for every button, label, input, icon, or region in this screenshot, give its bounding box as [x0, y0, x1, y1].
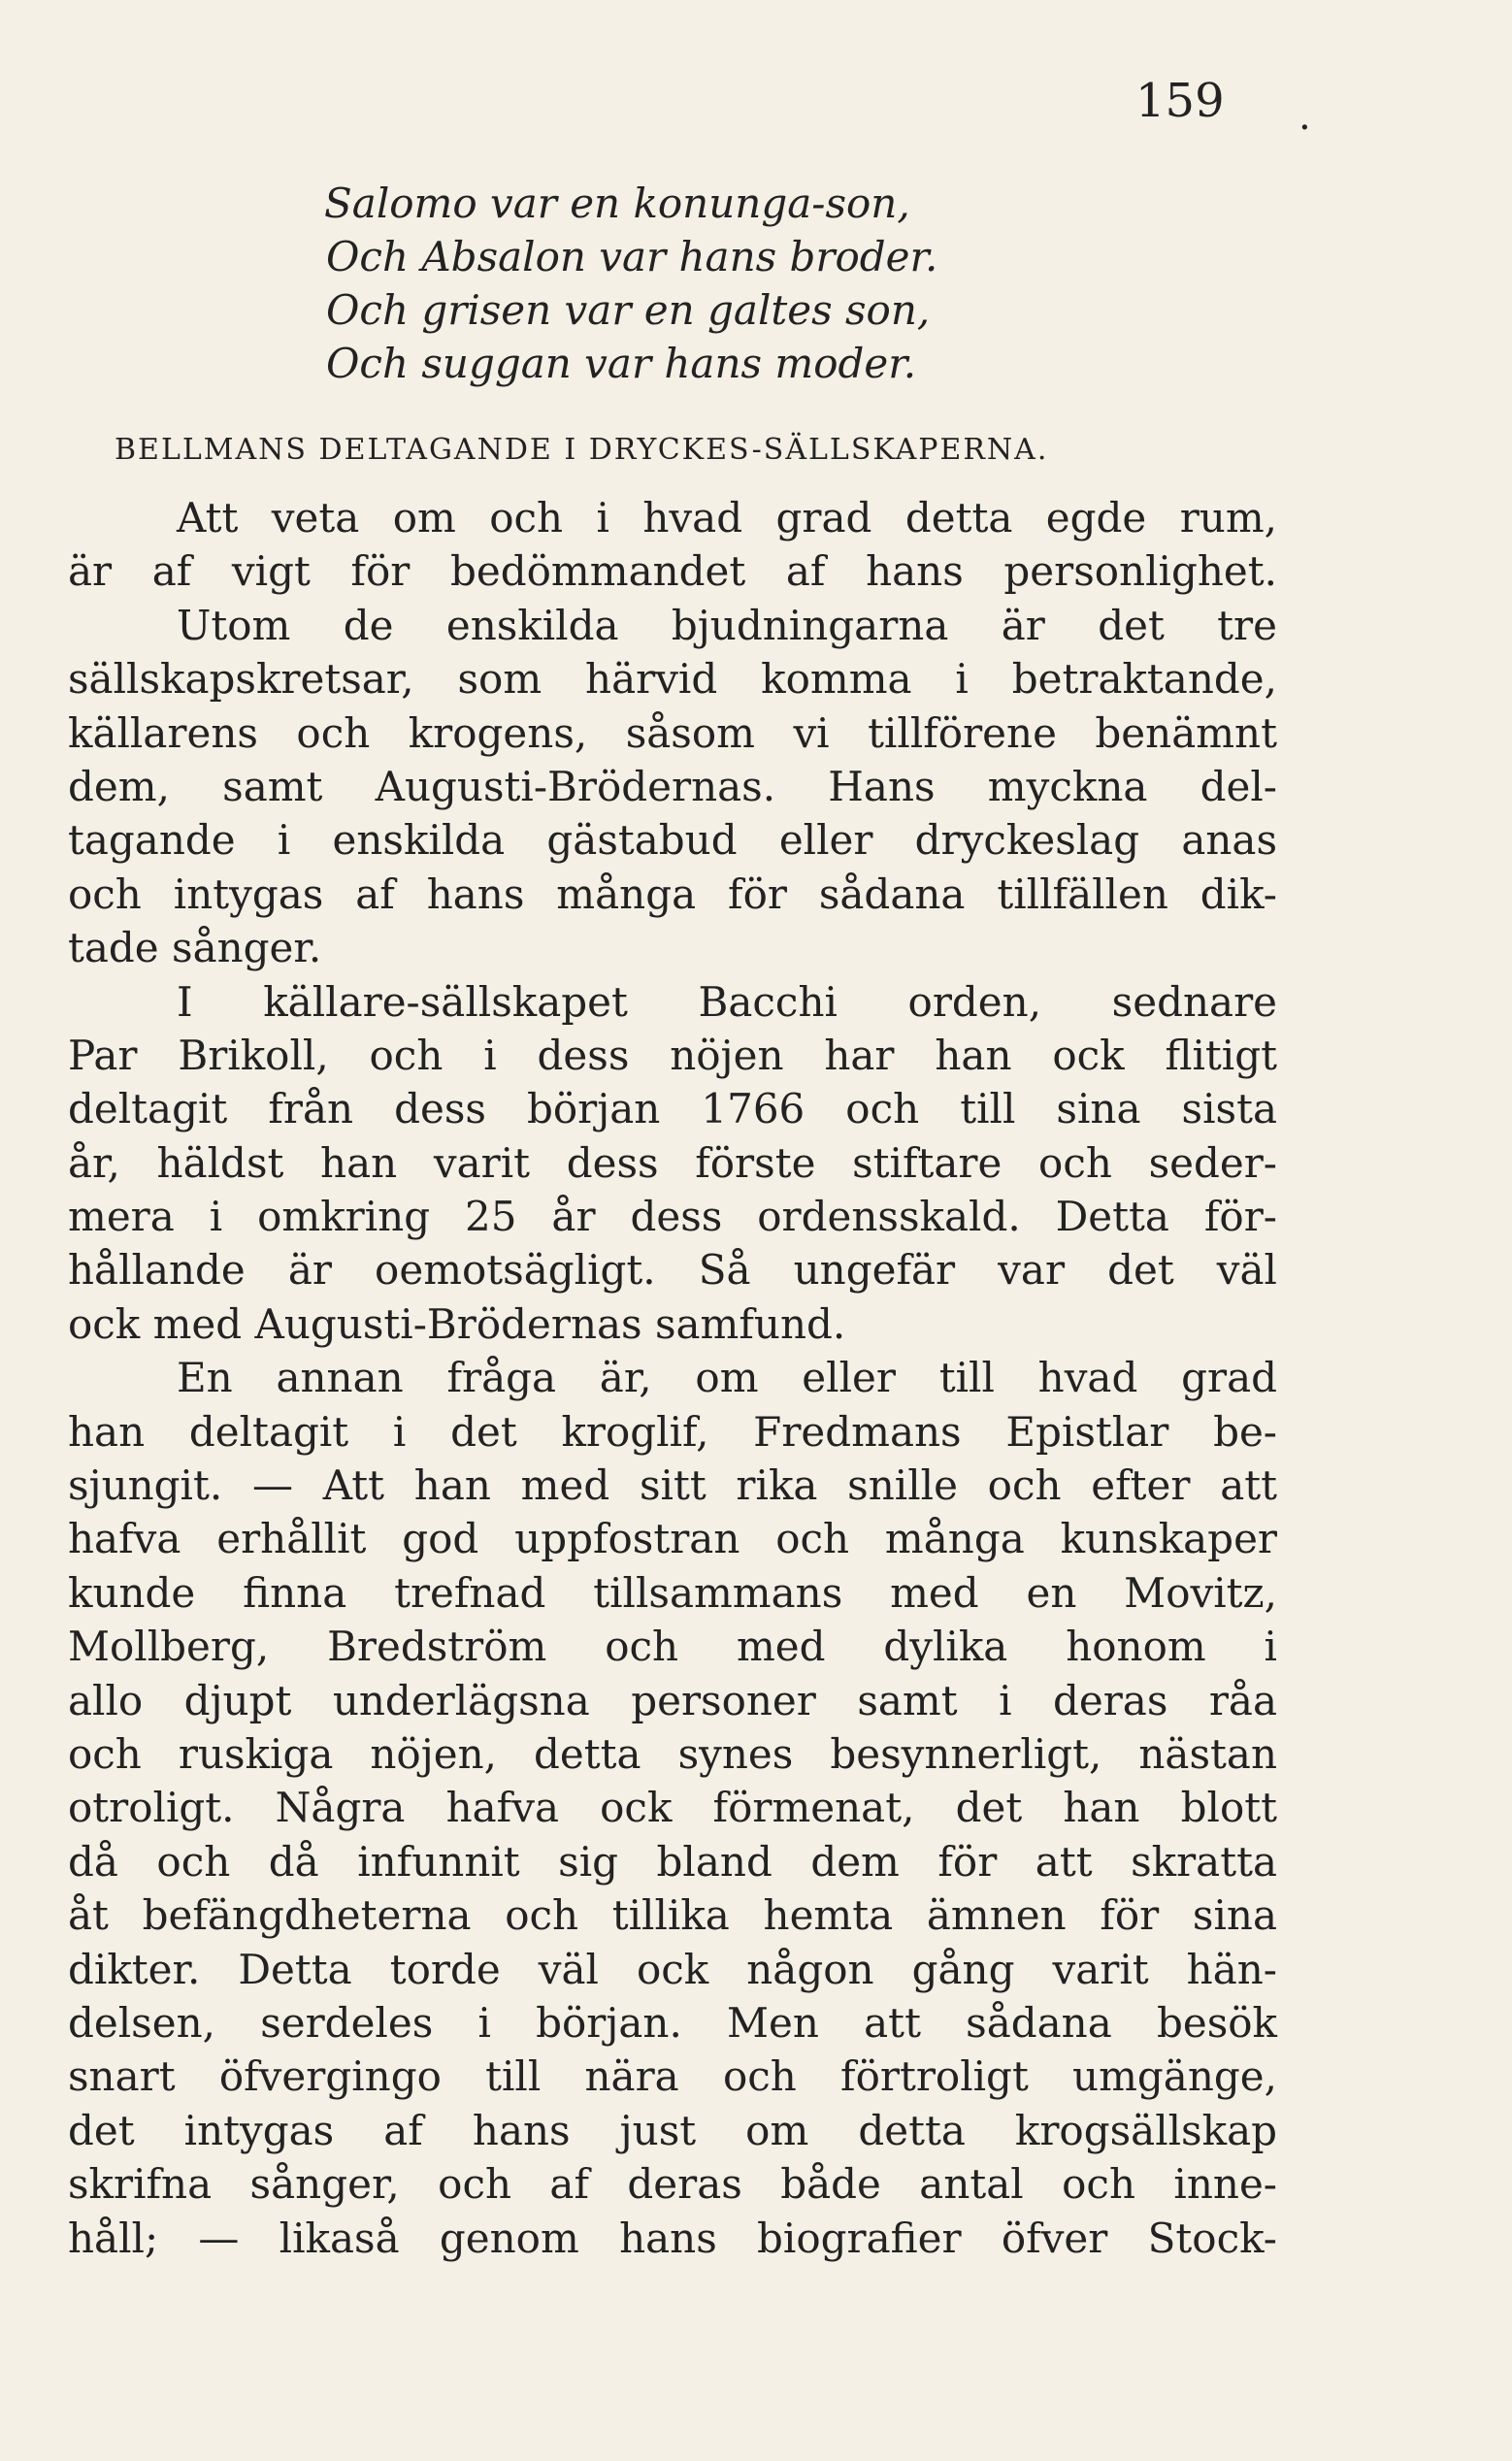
text-line: och intygas af hans många för sådana tillfällen dik- [68, 870, 1277, 918]
text-line: han deltagit i det kroglif, Fredmans Epistlar be- [68, 1407, 1277, 1456]
page-number: 159 [1135, 74, 1225, 128]
text-line: skrifna sånger, och af deras både antal och inne- [68, 2160, 1277, 2209]
text-line: tade sånger. [68, 924, 322, 972]
verse-line: Och Absalon var hans broder. [326, 233, 938, 280]
body-text [68, 491, 1277, 2265]
text-line: Utom de enskilda bjudningarna är det tre [177, 601, 1277, 649]
text-line: otroligt. Några hafva ock förmenat, det han blott [68, 1784, 1277, 1832]
section-heading: BELLMANS DELTAGANDE I DRYCKES-SÄLLSKAPERNA. [115, 433, 1049, 467]
text-line: åt befängdheterna och tillika hemta ämnen för sina [68, 1891, 1277, 1940]
text-line: En annan fråga är, om eller till hvad grad [177, 1354, 1277, 1402]
text-line: snart öfvergingo till nära och förtroligt umgänge, [68, 2052, 1277, 2101]
text-line: allo djupt underlägsna personer samt i deras råa [68, 1676, 1277, 1724]
text-line: delsen, serdeles i början. Men att sådana besök [68, 1998, 1277, 2047]
text-line: år, häldst han varit dess förste stiftare och seder- [68, 1138, 1277, 1187]
text-line: deltagit från dess början 1766 och till sina sista [68, 1085, 1277, 1133]
text-line: ock med Augusti-Brödernas samfund. [68, 1299, 846, 1348]
verse-block [324, 177, 937, 390]
verse-line: Och suggan var hans moder. [326, 340, 917, 387]
text-line: Att veta om och i hvad grad detta egde rum, [177, 494, 1277, 541]
text-line: och ruskiga nöjen, detta synes besynnerligt, nästan [68, 1729, 1277, 1778]
text-line: Par Brikoll, och i dess nöjen har han ock flitigt [68, 1031, 1277, 1079]
text-line: är af vigt för bedömmandet af hans personlighet. [68, 547, 1277, 596]
text-line: håll; — likaså genom hans biografier öfver Stock- [68, 2214, 1277, 2262]
text-line: sjungit. — Att han med sitt rika snille och efter att [68, 1461, 1277, 1510]
text-line: dem, samt Augusti-Brödernas. Hans myckna del- [68, 762, 1277, 810]
text-line: hafva erhållit god uppfostran och många kunskaper [68, 1515, 1277, 1563]
text-line: Mollberg, Bredström och med dylika honom i [68, 1623, 1277, 1671]
text-line: då och då infunnit sig bland dem för att skratta [68, 1837, 1277, 1886]
text-line: hållande är oemotsägligt. Så ungefär var det väl [68, 1246, 1277, 1295]
verse-line: Salomo var en konunga-son, [324, 180, 910, 227]
text-line: källarens och krogens, såsom vi tillförene benämnt [68, 708, 1277, 757]
text-line: kunde finna trefnad tillsammans med en Movitz, [68, 1568, 1277, 1617]
corner-mark: . [1298, 94, 1311, 139]
text-line: dikter. Detta torde väl ock någon gång varit hän- [68, 1945, 1277, 1993]
text-line: mera i omkring 25 år dess ordensskald. Detta för- [68, 1193, 1277, 1241]
text-line: sällskapskretsar, som härvid komma i betraktande, [68, 655, 1277, 704]
text-line: det intygas af hans just om detta krogsällskap [68, 2106, 1277, 2154]
text-line: tagande i enskilda gästabud eller dryckeslag anas [68, 816, 1277, 865]
text-line: I källare-sällskapet Bacchi orden, sednare [177, 977, 1277, 1026]
verse-line: Och grisen var en galtes son, [326, 286, 931, 334]
